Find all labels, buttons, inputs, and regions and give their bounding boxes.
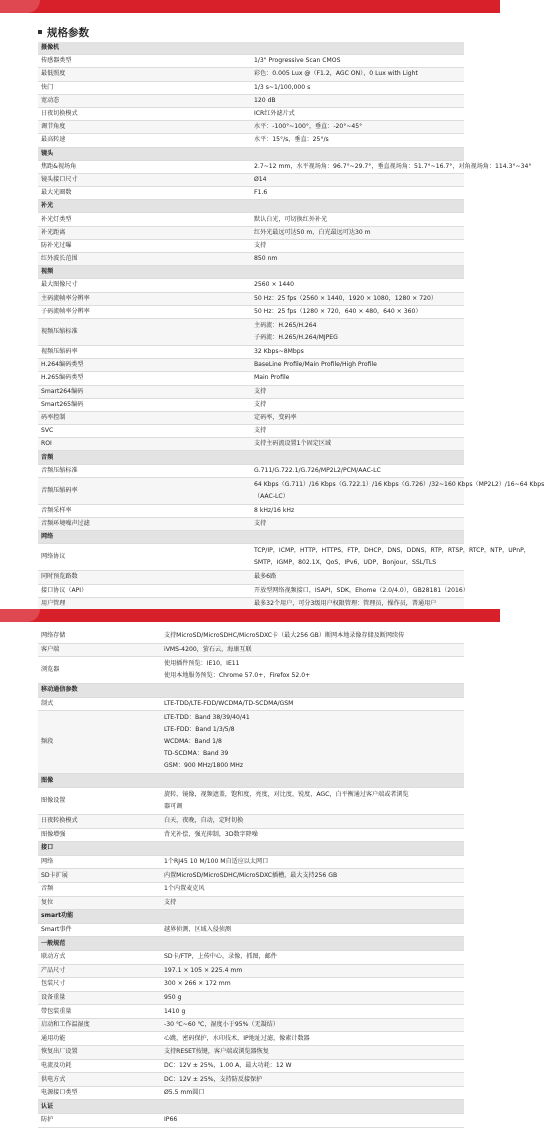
spec-label: 传感器类型 [38, 55, 251, 68]
spec-section-header [38, 684, 464, 698]
spec-row [38, 121, 464, 134]
spec-value [161, 828, 464, 842]
spec-value [251, 94, 464, 107]
spec-row [38, 978, 464, 992]
spec-value-line: 120 dB [254, 96, 276, 104]
spec-value [251, 318, 464, 345]
spec-row [38, 964, 464, 978]
spec-label: 启动和工作温湿度 [38, 1018, 161, 1032]
spec-row [38, 1059, 464, 1073]
spec-value-line: 支持 [254, 387, 267, 395]
spec-row [38, 318, 464, 345]
spec-value-line: LTE-FDD：Band 1/3/5/8 [164, 726, 235, 734]
section-title: 图像 [38, 774, 464, 788]
spec-row [38, 923, 464, 937]
spec-row [38, 81, 464, 94]
spec-value-line: Main Profile [254, 374, 290, 382]
spec-value [161, 814, 464, 828]
spec-value [251, 213, 464, 226]
spec-section-header [38, 266, 464, 279]
spec-row [38, 896, 464, 910]
spec-value [251, 173, 464, 186]
spec-value-line: DC：12V ± 25%，支持防反接保护 [164, 1075, 263, 1083]
spec-value [161, 1046, 464, 1060]
spec-row [38, 213, 464, 226]
spec-row [38, 1073, 464, 1087]
spec-row [38, 226, 464, 239]
spec-row [38, 882, 464, 896]
spec-label: 最大图像尺寸 [38, 279, 251, 292]
spec-value [251, 81, 464, 94]
spec-value-line: 主码流：H.265/H.264 [254, 321, 317, 329]
spec-value [251, 279, 464, 292]
spec-value-line: WCDMA：Band 1/8 [164, 738, 222, 746]
spec-value-line: 32 Kbps~8Mbps [254, 348, 304, 356]
spec-row [38, 1005, 464, 1019]
spec-value-line: 最多32个用户，可分3级用户权限管理：管理员，操作员，普通用户 [254, 599, 437, 607]
spec-row [38, 55, 464, 68]
spec-value-line: Ø5.5 mm圆口 [164, 1089, 205, 1097]
spec-value-line: BaseLine Profile/Main Profile/High Profile [254, 361, 377, 369]
spec-value-line: SD卡/FTP，上传中心，录像，抓图，邮件 [164, 953, 277, 961]
spec-label: 电源接口类型 [38, 1086, 161, 1100]
spec-label: 防护 [38, 1114, 161, 1128]
spec-value [251, 226, 464, 239]
spec-value [161, 991, 464, 1005]
spec-value-line: 使用插件预览：IE10，IE11 [164, 660, 240, 668]
spec-label: ROI [38, 438, 251, 451]
spec-value-line: 越界侦测，区域入侵侦测 [164, 926, 232, 934]
section-title: smart功能 [38, 910, 464, 924]
spec-value-line: 支持 [254, 427, 267, 435]
spec-row [38, 584, 464, 597]
spec-row [38, 504, 464, 517]
spec-label: Smart事件 [38, 923, 161, 937]
spec-row [38, 571, 464, 584]
section-title: 镜头 [38, 147, 464, 160]
spec-label: 宽动态 [38, 94, 251, 107]
spec-label: 接口协议（API） [38, 584, 251, 597]
spec-label: 码率控制 [38, 411, 251, 424]
spec-value-line: iVMS-4200，萤石云，海康互联 [164, 645, 252, 653]
spec-value-line: 1个内置麦克风 [164, 885, 205, 893]
spec-label: 日夜切换模式 [38, 107, 251, 120]
spec-label: 视频压缩标准 [38, 318, 251, 345]
spec-value-line: 水平：-100°~100°，垂直：-20°~45° [254, 123, 363, 131]
spec-row [38, 305, 464, 318]
spec-section-header [38, 451, 464, 464]
spec-label: 主码流帧率分辨率 [38, 292, 251, 305]
spec-value [161, 1073, 464, 1087]
spec-row [38, 1018, 464, 1032]
spec-row [38, 950, 464, 964]
spec-section-header [38, 1100, 464, 1114]
spec-value-line: 定码率，变码率 [254, 413, 297, 421]
spec-value-line: F1.6 [254, 189, 268, 197]
spec-label: 音频 [38, 882, 161, 896]
spec-value [251, 345, 464, 358]
spec-value-line: 1/3" Progressive Scan CMOS [254, 57, 341, 65]
spec-label: 音频环境噪声过滤 [38, 518, 251, 531]
spec-value [161, 896, 464, 910]
spec-label: 供电方式 [38, 1073, 161, 1087]
spec-value [161, 1032, 464, 1046]
page-title-row [38, 24, 89, 40]
spec-section-header [38, 200, 464, 213]
top-red-band [0, 0, 500, 13]
spec-value [251, 55, 464, 68]
spec-label: 音频压缩码率 [38, 477, 251, 504]
spec-label: 频段 [38, 711, 161, 774]
spec-value-line: -30 ℃~60 ℃，湿度小于95%（无凝结） [164, 1021, 279, 1029]
spec-label: 复位 [38, 896, 161, 910]
spec-value [251, 187, 464, 200]
spec-value [251, 121, 464, 134]
spec-value [251, 518, 464, 531]
spec-row [38, 160, 464, 173]
spec-value-line: 子码流：H.265/H.264/MJPEG [254, 333, 338, 341]
spec-row [38, 1114, 464, 1128]
spec-row [38, 787, 464, 814]
spec-label: SD卡扩展 [38, 869, 161, 883]
spec-value-line: 1/3 s~1/100,000 s [254, 83, 311, 91]
spec-value-line: 50 Hz：25 fps（1280 × 720，640 × 480，640 × 360） [254, 307, 422, 315]
spec-label: 快门 [38, 81, 251, 94]
spec-label: 补光距离 [38, 226, 251, 239]
spec-row [38, 411, 464, 424]
spec-value [251, 464, 464, 477]
spec-label: 最高转速 [38, 134, 251, 147]
spec-value [251, 504, 464, 517]
spec-row [38, 372, 464, 385]
spec-row [38, 697, 464, 711]
spec-value [251, 438, 464, 451]
spec-value-line: 背光补偿，强光抑制，3D数字降噪 [164, 830, 258, 838]
spec-value-line: 支持主码流设置1个固定区域 [254, 440, 332, 448]
spec-section-header [38, 937, 464, 951]
spec-value-line: 1410 g [164, 1007, 186, 1015]
spec-value [161, 964, 464, 978]
spec-value-line: 50 Hz：25 fps（2560 × 1440，1920 × 1080，1280 × 720） [254, 294, 437, 302]
section-title: 音频 [38, 451, 464, 464]
spec-value-line: 红外光最远可达50 m，白光最远可达30 m [254, 228, 371, 236]
spec-value-line: GSM：900 MHz/1800 MHz [164, 762, 244, 770]
spec-value [161, 978, 464, 992]
spec-row [38, 630, 464, 643]
spec-label: 音频压缩标准 [38, 464, 251, 477]
spec-value-line: 2560 × 1440 [254, 281, 294, 289]
spec-value [161, 1086, 464, 1100]
spec-label: 用户管理 [38, 597, 251, 610]
spec-label: 恢复出厂设置 [38, 1046, 161, 1060]
spec-row [38, 94, 464, 107]
spec-row [38, 544, 464, 571]
spec-section-header [38, 842, 464, 856]
section-title: 认证 [38, 1100, 464, 1114]
spec-value-line: 支持MicroSD/MicroSDHC/MicroSDXC卡（最大256 GB）断网本地录像存储及断网续传 [164, 632, 405, 640]
spec-label: 视频压缩码率 [38, 345, 251, 358]
spec-row [38, 518, 464, 531]
section-title: 网络 [38, 531, 464, 544]
spec-row [38, 855, 464, 869]
spec-value [161, 697, 464, 711]
spec-value [251, 398, 464, 411]
spec-row [38, 991, 464, 1005]
spec-value-line: 使用本地服务预览：Chrome 57.0+，Firefox 52.0+ [164, 672, 311, 680]
spec-value-line: IP66 [164, 1116, 178, 1124]
section-title: 补光 [38, 200, 464, 213]
spec-label: 调节角度 [38, 121, 251, 134]
spec-value [161, 882, 464, 896]
spec-label: 图像设置 [38, 787, 161, 814]
spec-value [251, 359, 464, 372]
spec-label: 补光灯类型 [38, 213, 251, 226]
spec-value-line: 旋转，镜像，视频遮盖，饱和度，亮度，对比度，锐度，AGC，白平衡通过客户端或者浏览 [164, 790, 409, 798]
spec-label: 客户端 [38, 643, 161, 657]
spec-label: 音频采样率 [38, 504, 251, 517]
spec-value [161, 711, 464, 774]
spec-value-line: 64 Kbps（G.711）/16 Kbps（G.722.1）/16 Kbps（G.726）/32~160 Kbps（MP2L2）/16~64 Kbps [254, 480, 544, 488]
spec-label: 红外波长范围 [38, 253, 251, 266]
spec-value [251, 372, 464, 385]
spec-value-line: ICR红外滤片式 [254, 110, 295, 118]
spec-row [38, 657, 464, 684]
spec-label: 产品尺寸 [38, 964, 161, 978]
spec-value [251, 134, 464, 147]
spec-value-line: 默认白光，可切换红外补光 [254, 215, 328, 223]
spec-value-line: TD-SCDMA：Band 39 [164, 750, 229, 758]
spec-value-line: 850 nm [254, 255, 278, 263]
spec-value-line: 最多6路 [254, 573, 277, 581]
spec-row [38, 464, 464, 477]
middle-red-band [0, 609, 500, 622]
spec-value-line: 支持 [164, 898, 177, 906]
spec-value-line: 300 × 266 × 172 mm [164, 980, 231, 988]
spec-label: 制式 [38, 697, 161, 711]
section-title: 接口 [38, 842, 464, 856]
spec-label: 图像增强 [38, 828, 161, 842]
spec-value-line: G.711/G.722.1/G.726/MP2L2/PCM/AAC-LC [254, 466, 381, 474]
spec-value [251, 292, 464, 305]
spec-value [161, 855, 464, 869]
spec-label: 电流及功耗 [38, 1059, 161, 1073]
spec-value [161, 630, 464, 643]
spec-label: 通用功能 [38, 1032, 161, 1046]
spec-label: 设备重量 [38, 991, 161, 1005]
spec-label: 镜头接口尺寸 [38, 173, 251, 186]
spec-row [38, 187, 464, 200]
spec-value [251, 571, 464, 584]
title-bullet-icon [38, 30, 42, 34]
spec-label: 最低照度 [38, 68, 251, 81]
spec-value [161, 1018, 464, 1032]
spec-row [38, 398, 464, 411]
spec-value [161, 657, 464, 684]
spec-label: 联动方式 [38, 950, 161, 964]
section-title: 视频 [38, 266, 464, 279]
spec-value-line: 彩色：0.005 Lux @（F1.2，AGC ON），0 Lux with Light [254, 70, 418, 78]
spec-value [251, 425, 464, 438]
section-title: 摄像机 [38, 42, 464, 55]
spec-value [251, 253, 464, 266]
spec-table-page-2 [38, 630, 464, 1128]
spec-label: 防补光过曝 [38, 239, 251, 252]
spec-label: 日夜转换模式 [38, 814, 161, 828]
spec-value [161, 1005, 464, 1019]
spec-value [161, 869, 464, 883]
spec-value-line: DC：12V ± 25%，1.00 A，最大功耗：12 W [164, 1061, 292, 1069]
spec-value [251, 477, 544, 504]
spec-value-line: TCP/IP，ICMP，HTTP，HTTPS，FTP，DHCP，DNS，DDNS，RTP，RTSP，RTCP，NTP，UPnP， [254, 547, 530, 555]
spec-label: 焦距&视场角 [38, 160, 251, 173]
spec-value-line: 支持 [254, 400, 267, 408]
spec-row [38, 239, 464, 252]
spec-row [38, 292, 464, 305]
spec-value-line: 197.1 × 105 × 225.4 mm [164, 966, 243, 974]
spec-row [38, 425, 464, 438]
spec-value [251, 411, 464, 424]
spec-row [38, 643, 464, 657]
spec-value [161, 923, 464, 937]
spec-value-line: 8 kHz/16 kHz [254, 506, 295, 514]
spec-label: Smart264编码 [38, 385, 251, 398]
spec-value [251, 385, 464, 398]
spec-section-header [38, 531, 464, 544]
spec-row [38, 345, 464, 358]
spec-value-line: 水平：15°/s，垂直：25°/s [254, 136, 329, 144]
spec-value-line: 开放型网络视频接口，ISAPI，SDK，Ehome（2.0/4.0），GB28181（2016） [254, 586, 469, 594]
spec-value [161, 643, 464, 657]
spec-row [38, 107, 464, 120]
spec-value [251, 305, 464, 318]
spec-row [38, 438, 464, 451]
spec-row [38, 869, 464, 883]
spec-label: 浏览器 [38, 657, 161, 684]
spec-row [38, 814, 464, 828]
spec-value [251, 107, 464, 120]
spec-section-header [38, 774, 464, 788]
spec-row [38, 711, 464, 774]
spec-label: 最大光圈数 [38, 187, 251, 200]
spec-value-line: LTE-TDD：Band 38/39/40/41 [164, 714, 250, 722]
spec-label: 包装尺寸 [38, 978, 161, 992]
spec-row [38, 477, 464, 504]
spec-label: 网络协议 [38, 544, 251, 571]
spec-label: 带包装重量 [38, 1005, 161, 1019]
spec-value-line: 支持RESET按键，客户端或浏览器恢复 [164, 1048, 269, 1056]
spec-value-line: 心跳，密码保护，水印技术，IP地址过滤，像素计数器 [164, 1034, 310, 1042]
spec-label: H.264编码类型 [38, 359, 251, 372]
spec-label: Smart265编码 [38, 398, 251, 411]
spec-value-line: Ø14 [254, 175, 267, 183]
spec-value-line: SMTP，IGMP，802.1X，QoS，IPv6，UDP，Bonjour，SSL/TLS [254, 559, 437, 567]
spec-value [161, 1059, 464, 1073]
section-title: 移动通信参数 [38, 684, 464, 698]
section-title: 一般规范 [38, 937, 464, 951]
spec-label: SVC [38, 425, 251, 438]
spec-row [38, 385, 464, 398]
spec-value [161, 1114, 464, 1128]
spec-section-header [38, 147, 464, 160]
spec-value-line: 内置MicroSD/MicroSDHC/MicroSDXC插槽，最大支持256 GB [164, 871, 338, 879]
spec-table-page-1 [38, 42, 544, 611]
spec-row [38, 279, 464, 292]
spec-value-line: 器可调 [164, 802, 183, 810]
spec-row [38, 173, 464, 186]
spec-label: 网络 [38, 855, 161, 869]
spec-value [161, 787, 464, 814]
spec-row [38, 1086, 464, 1100]
spec-value [251, 68, 464, 81]
spec-row [38, 134, 464, 147]
spec-row [38, 68, 464, 81]
spec-value-line: 支持 [254, 241, 267, 249]
page-title: 规格参数 [47, 26, 89, 39]
spec-section-header [38, 42, 464, 55]
spec-row [38, 253, 464, 266]
spec-value-line: 1个RJ45 10 M/100 M自适应以太网口 [164, 858, 269, 866]
spec-label: H.265编码类型 [38, 372, 251, 385]
spec-row [38, 1046, 464, 1060]
spec-label: 子码流帧率分辨率 [38, 305, 251, 318]
spec-label: 同时预览路数 [38, 571, 251, 584]
spec-value [161, 950, 464, 964]
spec-value [251, 239, 464, 252]
spec-value [251, 160, 532, 173]
spec-value-line: （AAC-LC） [254, 492, 289, 500]
spec-section-header [38, 910, 464, 924]
spec-row [38, 1032, 464, 1046]
spec-value-line: 白天，夜晚，自动，定时切换 [164, 817, 244, 825]
spec-value-line: 2.7~12 mm，水平视场角：96.7°~29.7°，垂直视场角：51.7°~16.7°，对角视场角：114.3°~34° [254, 162, 532, 170]
spec-value [251, 544, 530, 571]
spec-value-line: 支持 [254, 520, 267, 528]
spec-value-line: 950 g [164, 993, 182, 1001]
spec-row [38, 828, 464, 842]
spec-row [38, 359, 464, 372]
spec-label: 网络存储 [38, 630, 161, 643]
spec-value [251, 584, 469, 597]
spec-value-line: LTE-TDD/LTE-FDD/WCDMA/TD-SCDMA/GSM [164, 700, 294, 708]
